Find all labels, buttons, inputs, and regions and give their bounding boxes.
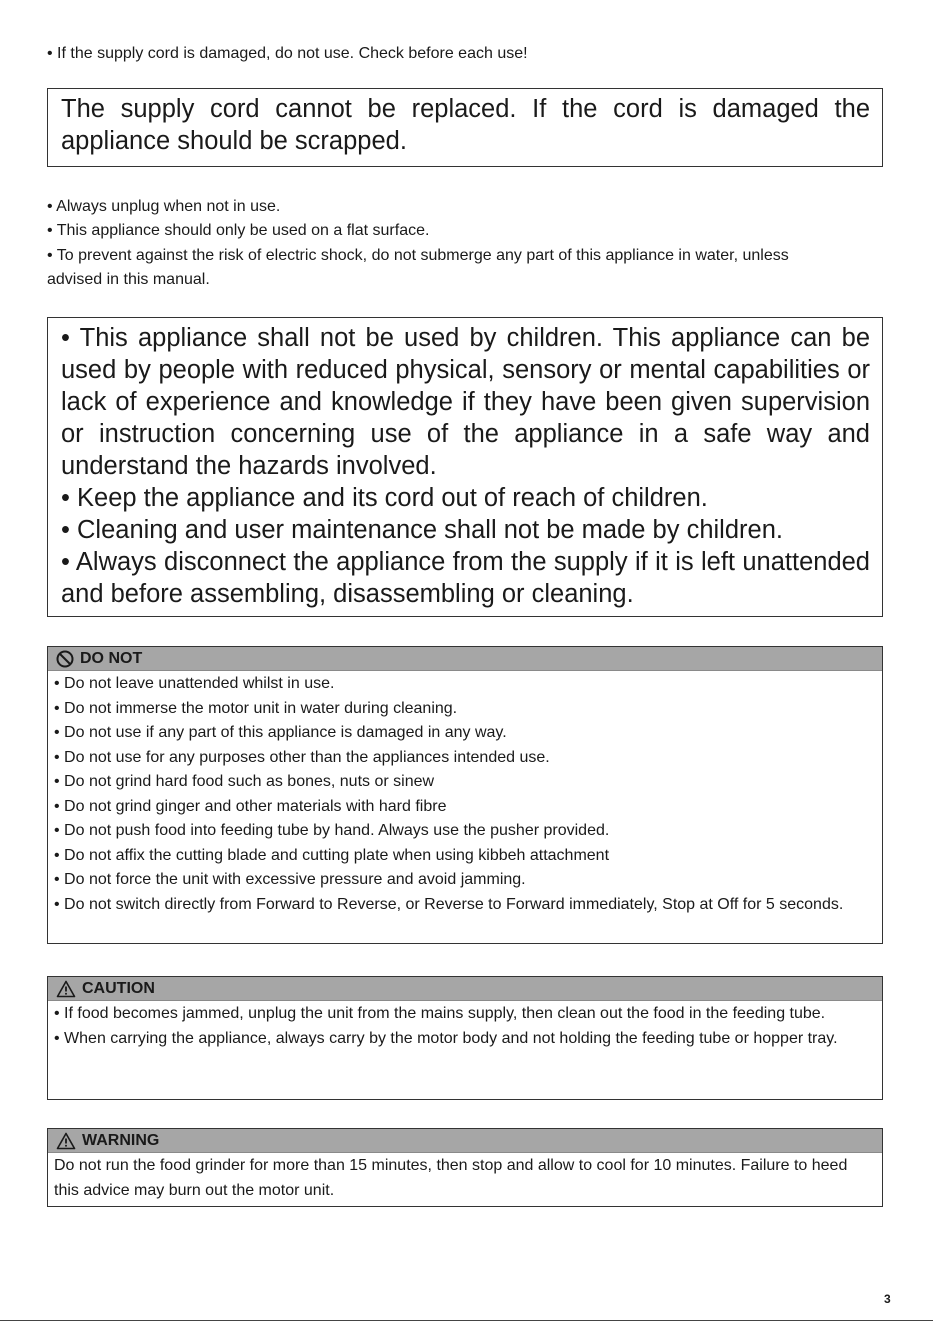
do-not-panel (47, 646, 883, 944)
children-safety-item: • Always disconnect the appliance from the supply if it is left unattended and before assembling, disassembling or cleaning. (61, 548, 870, 608)
children-safety-item: • This appliance shall not be used by children. This appliance can be used by people with reduced physical, sensory or mental capabilities or lack of experience and knowledge if they have been given supervision or instruction concerning use of the appliance in a safe way and understand the hazards involved. (61, 324, 870, 480)
prohibition-icon (56, 650, 74, 668)
list-item: • Do not push food into feeding tube by hand. Always use the pusher provided. (54, 822, 610, 839)
list-item: • Do not grind hard food such as bones, nuts or sinew (54, 773, 435, 790)
bullet-unplug: • Always unplug when not in use. (47, 198, 281, 215)
caution-panel (47, 976, 883, 1100)
bullet-electric-shock: • To prevent against the risk of electric shock, do not submerge any part of this appliance in water, unless (47, 247, 789, 264)
cord-warning-box (47, 88, 883, 167)
cord-warning-text: The supply cord cannot be replaced. If the cord is damaged the appliance should be scrapped. (61, 95, 870, 155)
intro-text: • If the supply cord is damaged, do not use. Check before each use! (47, 45, 528, 62)
list-item: • Do not grind ginger and other materials with hard fibre (54, 797, 447, 815)
list-item: • Do not force the unit with excessive pressure and avoid jamming. (54, 871, 526, 888)
warning-header (48, 1129, 882, 1153)
children-safety-box (47, 317, 883, 617)
warning-body (48, 1153, 882, 1205)
warning-triangle-icon (56, 980, 76, 998)
caution-list (48, 1001, 882, 1053)
list-item: • Do not use if any part of this appliance is damaged in any way. (54, 724, 507, 741)
warning-text: Do not run the food grinder for more than 15 minutes, then stop and allow to cool for 10 minutes. Failure to heed this advice may burn out the motor unit. (54, 1157, 848, 1199)
list-item: • Do not immerse the motor unit in water during cleaning. (54, 699, 458, 717)
warning-triangle-icon (56, 1132, 76, 1150)
caution-title: CAUTION (82, 979, 155, 997)
bottom-divider (0, 1320, 933, 1321)
do-not-header (48, 647, 882, 671)
bullet-electric-shock-cont: advised in this manual. (47, 271, 210, 288)
list-item: • If food becomes jammed, unplug the unit from the mains supply, then clean out the food in the feeding tube. (54, 1005, 826, 1022)
list-item: • Do not switch directly from Forward to Reverse, or Reverse to Forward immediately, Stop at Off for 5 seconds. (54, 895, 844, 913)
caution-header (48, 977, 882, 1001)
warning-panel (47, 1128, 883, 1207)
list-item: • Do not use for any purposes other than the appliances intended use. (54, 748, 550, 766)
page-number: 3 (884, 1292, 891, 1306)
warning-title: WARNING (82, 1131, 160, 1149)
bullet-flat-surface: • This appliance should only be used on a flat surface. (47, 222, 430, 239)
list-item: • When carrying the appliance, always carry by the motor body and not holding the feeding tube or hopper tray. (54, 1029, 838, 1047)
list-item: • Do not affix the cutting blade and cutting plate when using kibbeh attachment (54, 846, 610, 864)
do-not-title: DO NOT (80, 649, 143, 667)
children-safety-item: • Keep the appliance and its cord out of reach of children. (61, 484, 708, 512)
children-safety-item: • Cleaning and user maintenance shall not be made by children. (61, 516, 783, 544)
do-not-list (48, 671, 882, 919)
list-item: • Do not leave unattended whilst in use. (54, 675, 335, 692)
